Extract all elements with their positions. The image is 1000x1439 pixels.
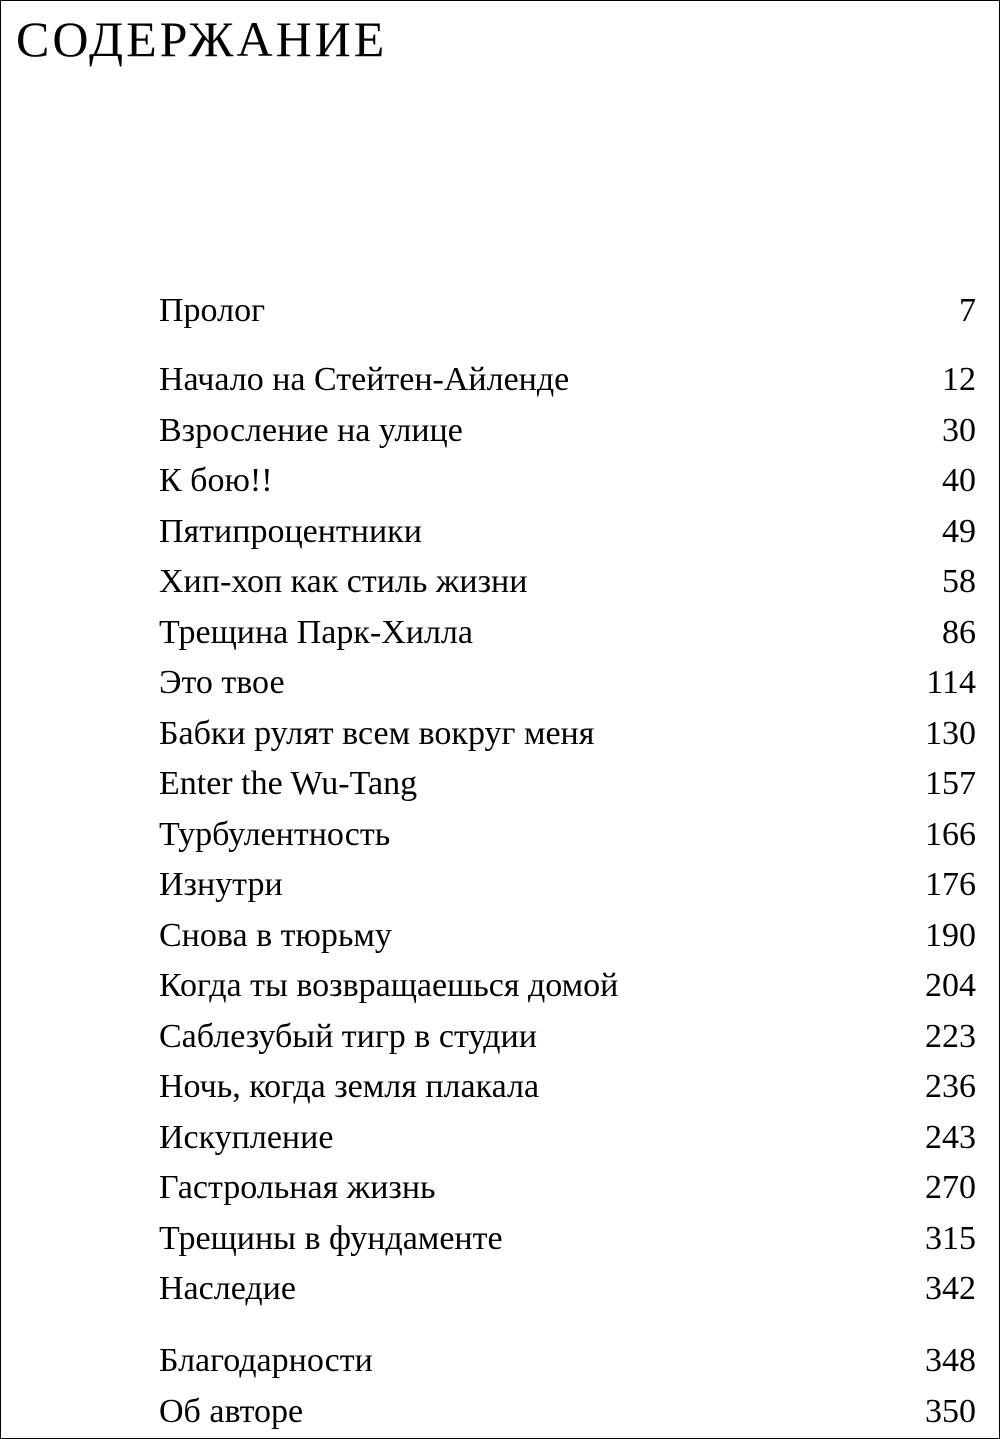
toc-entry bbox=[159, 608, 976, 659]
toc-entry-page-number: 176 bbox=[925, 866, 976, 903]
toc-entry-page-number: 40 bbox=[942, 462, 976, 499]
toc-entry-page-number: 157 bbox=[925, 765, 976, 802]
toc-entry-page-number: 204 bbox=[925, 967, 976, 1004]
toc-entry-title: Трещины в фундаменте bbox=[159, 1219, 503, 1257]
toc-entry bbox=[159, 1214, 976, 1265]
toc-entry-title: Взросление на улице bbox=[159, 411, 463, 449]
toc-chapters-group bbox=[159, 355, 976, 1315]
toc-entry-title: Изнутри bbox=[159, 866, 283, 903]
toc-entry bbox=[159, 456, 976, 507]
toc-entry bbox=[159, 1264, 976, 1315]
toc-entry-page-number: 7 bbox=[959, 292, 976, 329]
toc-entry bbox=[159, 406, 976, 457]
toc-entry-page-number: 30 bbox=[942, 411, 976, 449]
toc-entry-page-number: 223 bbox=[925, 1017, 976, 1055]
toc-entry bbox=[159, 1163, 976, 1214]
toc-entry-title: Снова в тюрьму bbox=[159, 916, 392, 954]
toc-entry bbox=[159, 1062, 976, 1113]
toc-entry-title: Благодарности bbox=[159, 1342, 373, 1379]
toc-entry-page-number: 236 bbox=[925, 1068, 976, 1105]
toc-entry-title: Саблезубый тигр в студии bbox=[159, 1017, 537, 1055]
toc-entry-title: Гастрольная жизнь bbox=[159, 1169, 436, 1206]
toc-entry-page-number: 114 bbox=[926, 664, 976, 701]
toc-entry-title: Enter the Wu-Tang bbox=[159, 765, 418, 802]
toc-entry bbox=[159, 1387, 976, 1438]
toc-entry bbox=[159, 1113, 976, 1164]
toc-entry-title: Бабки рулят всем вокруг меня bbox=[159, 714, 595, 752]
toc-entry bbox=[159, 658, 976, 709]
toc-entry bbox=[159, 860, 976, 911]
page-title: СОДЕРЖАНИЕ bbox=[16, 11, 388, 67]
toc-entry-title: Трещина Парк-Хилла bbox=[159, 613, 473, 651]
toc-entry bbox=[159, 1012, 976, 1063]
toc-entry-page-number: 348 bbox=[925, 1342, 976, 1379]
toc-entry bbox=[159, 507, 976, 558]
toc-entry-title: Начало на Стейтен-Айленде bbox=[159, 361, 570, 398]
toc-entry-title: Наследие bbox=[159, 1270, 296, 1307]
toc-back-matter-group bbox=[159, 1336, 976, 1437]
toc-entry-title: Турбулентность bbox=[159, 815, 391, 853]
toc-entry bbox=[159, 961, 976, 1012]
toc-entry-title: Ночь, когда земля плакала bbox=[159, 1068, 540, 1105]
toc-entry-page-number: 315 bbox=[925, 1219, 976, 1257]
toc-entry-page-number: 130 bbox=[925, 714, 976, 752]
toc-entry-page-number: 86 bbox=[942, 613, 976, 651]
toc-entry bbox=[159, 810, 976, 861]
toc-entry-title: Пролог bbox=[159, 292, 266, 329]
toc-entry-page-number: 58 bbox=[942, 563, 976, 600]
toc-entry-title: Хип-хоп как стиль жизни bbox=[159, 563, 528, 600]
toc-entry-page-number: 166 bbox=[925, 815, 976, 853]
toc-entry-title: К бою!! bbox=[159, 462, 273, 499]
toc-entry-page-number: 243 bbox=[925, 1118, 976, 1156]
toc-entry-page-number: 350 bbox=[925, 1392, 976, 1430]
toc-entry bbox=[159, 286, 976, 337]
toc-entry-title: Это твое bbox=[159, 664, 285, 701]
toc-entry bbox=[159, 355, 976, 406]
toc-entry bbox=[159, 557, 976, 608]
toc-entry bbox=[159, 709, 976, 760]
toc-entry bbox=[159, 759, 976, 810]
toc-entry-title: Пятипроцентники bbox=[159, 512, 422, 550]
toc-entry-title: Искупление bbox=[159, 1118, 334, 1156]
toc-entry-page-number: 12 bbox=[942, 361, 976, 398]
toc-entry bbox=[159, 1336, 976, 1387]
toc-entry-page-number: 190 bbox=[925, 916, 976, 954]
toc-entry-page-number: 342 bbox=[925, 1270, 976, 1307]
toc-entry-page-number: 270 bbox=[925, 1169, 976, 1206]
toc-prologue-group bbox=[159, 286, 976, 337]
toc-entry bbox=[159, 911, 976, 962]
toc-entry-page-number: 49 bbox=[942, 512, 976, 550]
toc-entry-title: Об авторе bbox=[159, 1392, 304, 1430]
toc-entry-title: Когда ты возвращаешься домой bbox=[159, 967, 619, 1004]
